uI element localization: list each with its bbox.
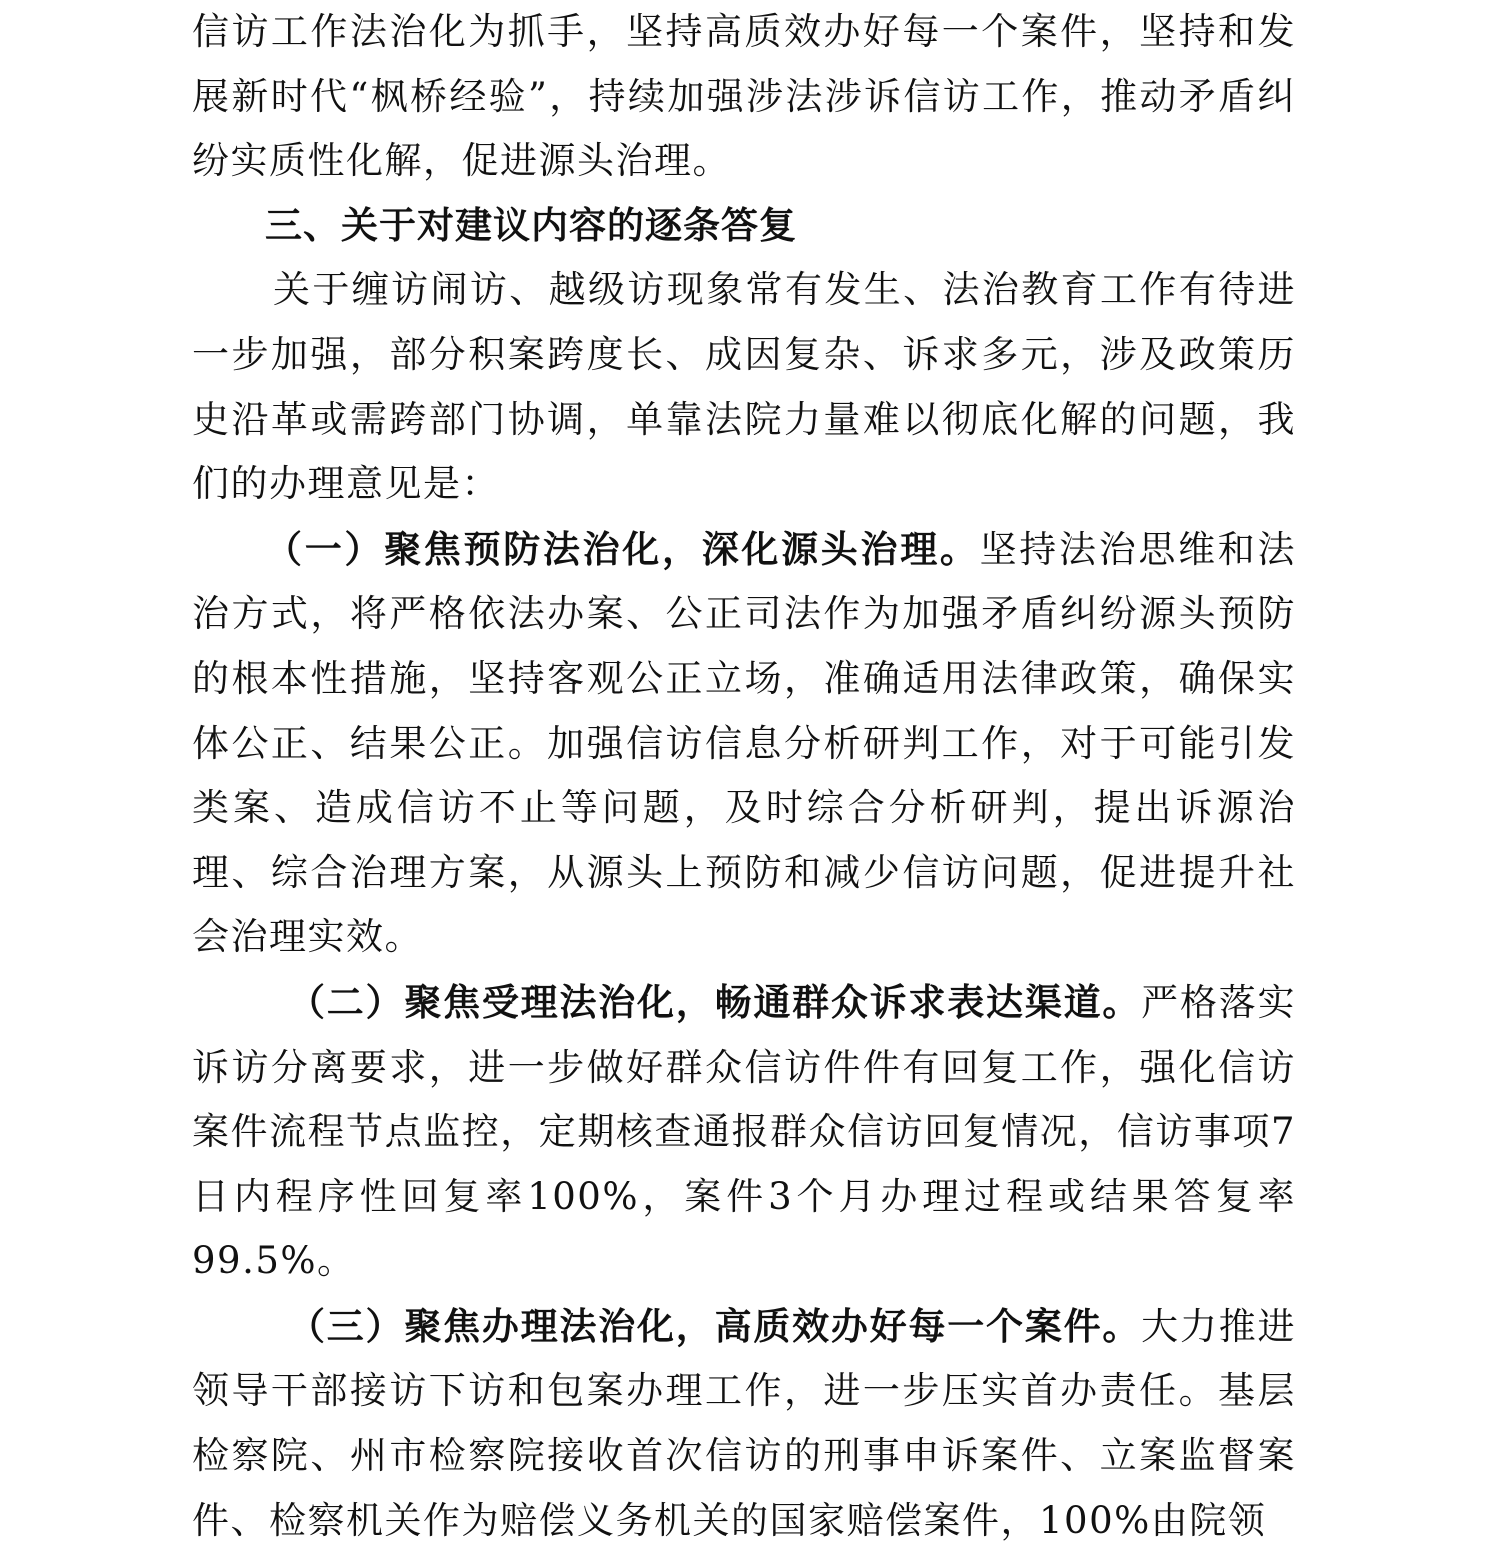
item-2-body: 严格落实诉访分离要求，进一步做好群众信访件件有回复工作，强化信访案件流程节点监控，定期核查通报群众信访回复情况，信访事项7日内程序性回复率100%，案件3个月办理过程或结果答复率99.5%。 — [192, 980, 1297, 1283]
item-3-lead: （三）聚焦办理法治化，高质效办好每一个案件。 — [288, 1303, 1142, 1348]
item-2-lead: （二）聚焦受理法治化，畅通群众诉求表达渠道。 — [288, 979, 1142, 1024]
paragraph-reply-intro: 关于缠访闹访、越级访现象常有发生、法治教育工作有待进一步加强，部分积案跨度长、成因复杂、诉求多元，涉及政策历史沿革或需跨部门协调，单靠法院力量难以彻底化解的问题，我们的办理意见是： — [192, 268, 1296, 506]
item-1-lead: （一）聚焦预防法治化，深化源头治理。 — [265, 526, 980, 571]
item-3-body: 大力推进领导干部接访下访和包案办理工作，进一步压实首办责任。基层检察院、州市检察院接收首次信访的刑事申诉案件、立案监督案件、检察机关作为赔偿义务机关的国家赔偿案件，100%由院领 — [192, 1304, 1297, 1542]
section-heading-3: 三、关于对建议内容的逐条答复 — [265, 203, 797, 247]
paragraph-item-3 — [192, 1294, 1296, 1553]
paragraph-continuation: 信访工作法治化为抓手，坚持高质效办好每一个案件，坚持和发展新时代“枫桥经验”，持续加强涉法涉诉信访工作，推动矛盾纠纷实质性化解，促进源头治理。 — [192, 10, 1296, 183]
paragraph-item-1 — [192, 517, 1296, 970]
item-1-body: 坚持法治思维和法治方式，将严格依法办案、公正司法作为加强矛盾纠纷源头预防的根本性措施，坚持客观公正立场，准确适用法律政策，确保实体公正、结果公正。加强信访信息分析研判工作，对于可能引发类案、造成信访不止等问题，及时综合分析研判，提出诉源治理、综合治理方案，从源头上预防和减少信访问题，促进提升社会治理实效。 — [192, 527, 1297, 959]
document-page — [192, 0, 1296, 1553]
paragraph-item-2 — [192, 970, 1296, 1294]
